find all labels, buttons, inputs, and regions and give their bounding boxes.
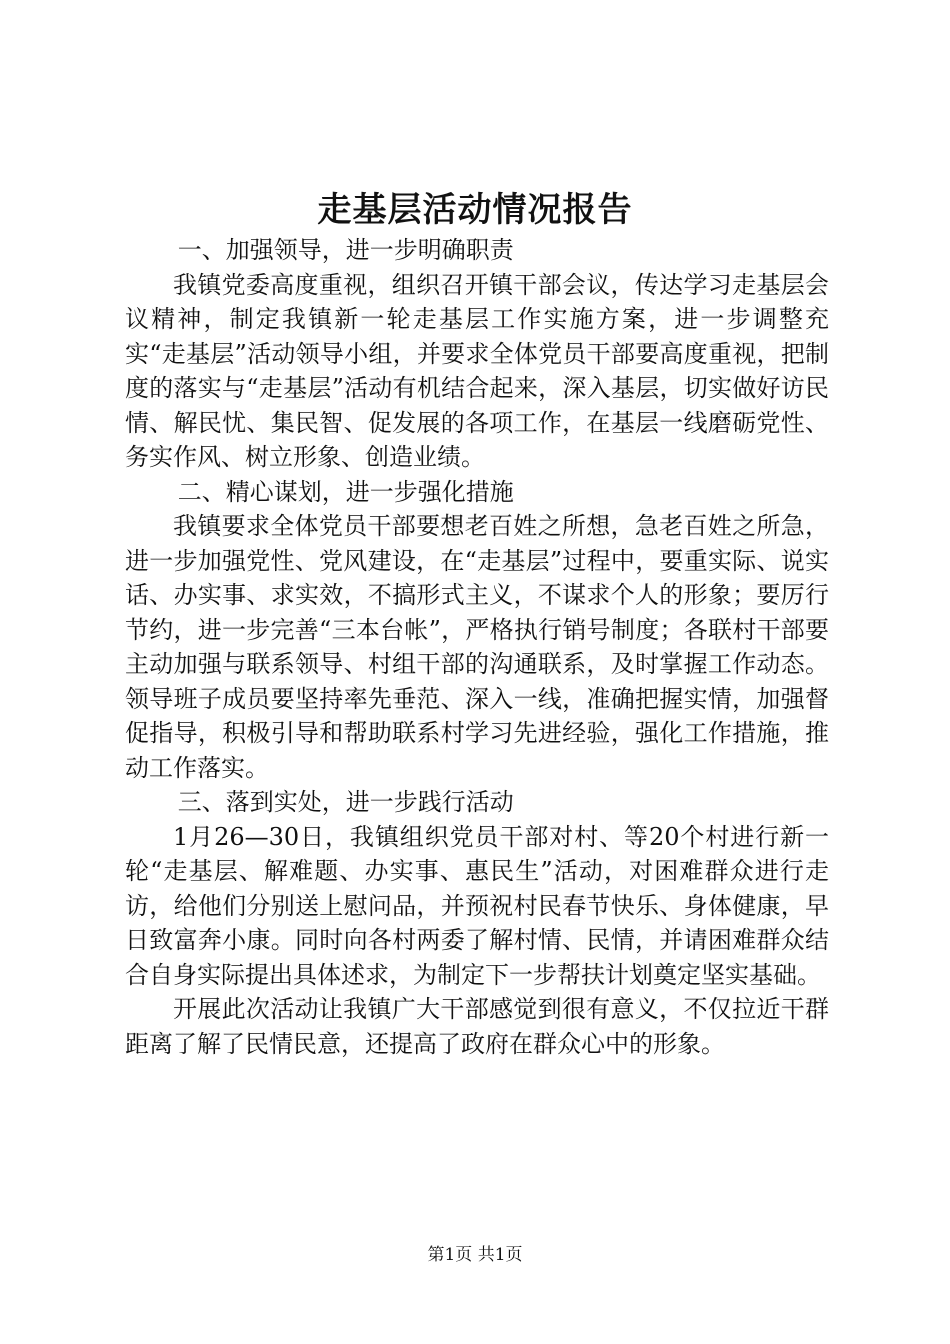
document-body [125,233,829,1061]
section-heading-3: 三、落到实处，进一步践行活动 [177,788,514,816]
page-footer: 第1页 共1页 [427,1245,523,1265]
section-heading-2: 二、精心谋划，进一步强化措施 [177,477,514,506]
paragraph-4: 开展此次活动让我镇广大干部感觉到很有意义，不仅拉近干群距离了解了民情民意，还提高了政府在群众心中的形象。 [125,995,829,1058]
section-heading-1: 一、加强领导，进一步明确职责 [177,236,514,264]
document-title: 走基层活动情况报告 [317,190,633,230]
paragraph-1: 我镇党委高度重视，组织召开镇干部会议，传达学习走基层会议精神，制定我镇新一轮走基层工作实施方案，进一步调整充实“走基层”活动领导小组，并要求全体党员干部要高度重视，把制度的落实与“走基层”活动有机结合起来，深入基层，切实做好访民情、解民忧、集民智、促发展的各项工作，在基层一线磨砺党性、务实作风、树立形象、创造业绩。 [125,270,829,471]
paragraph-3: 1月26—30日，我镇组织党员干部对村、等20个村进行新一轮“走基层、解难题、办实事、惠民生”活动，对困难群众进行走访，给他们分别送上慰问品，并预祝村民春节快乐、身体健康，早日致富奔小康。同时向各村两委了解村情、民情，并请困难群众结合自身实际提出具体述求，为制定下一步帮扶计划奠定坚实基础。 [125,822,829,989]
paragraph-2: 我镇要求全体党员干部要想老百姓之所想，急老百姓之所急，进一步加强党性、党风建设，在“走基层”过程中，要重实际、说实话、办实事、求实效，不搞形式主义，不谋求个人的形象；要厉行节约，进一步完善“三本台帐”，严格执行销号制度；各联村干部要主动加强与联系领导、村组干部的沟通联系，及时掌握工作动态。领导班子成员要坚持率先垂范、深入一线，准确把握实情，加强督促指导，积极引导和帮助联系村学习先进经验，强化工作措施，推动工作落实。 [125,512,829,782]
